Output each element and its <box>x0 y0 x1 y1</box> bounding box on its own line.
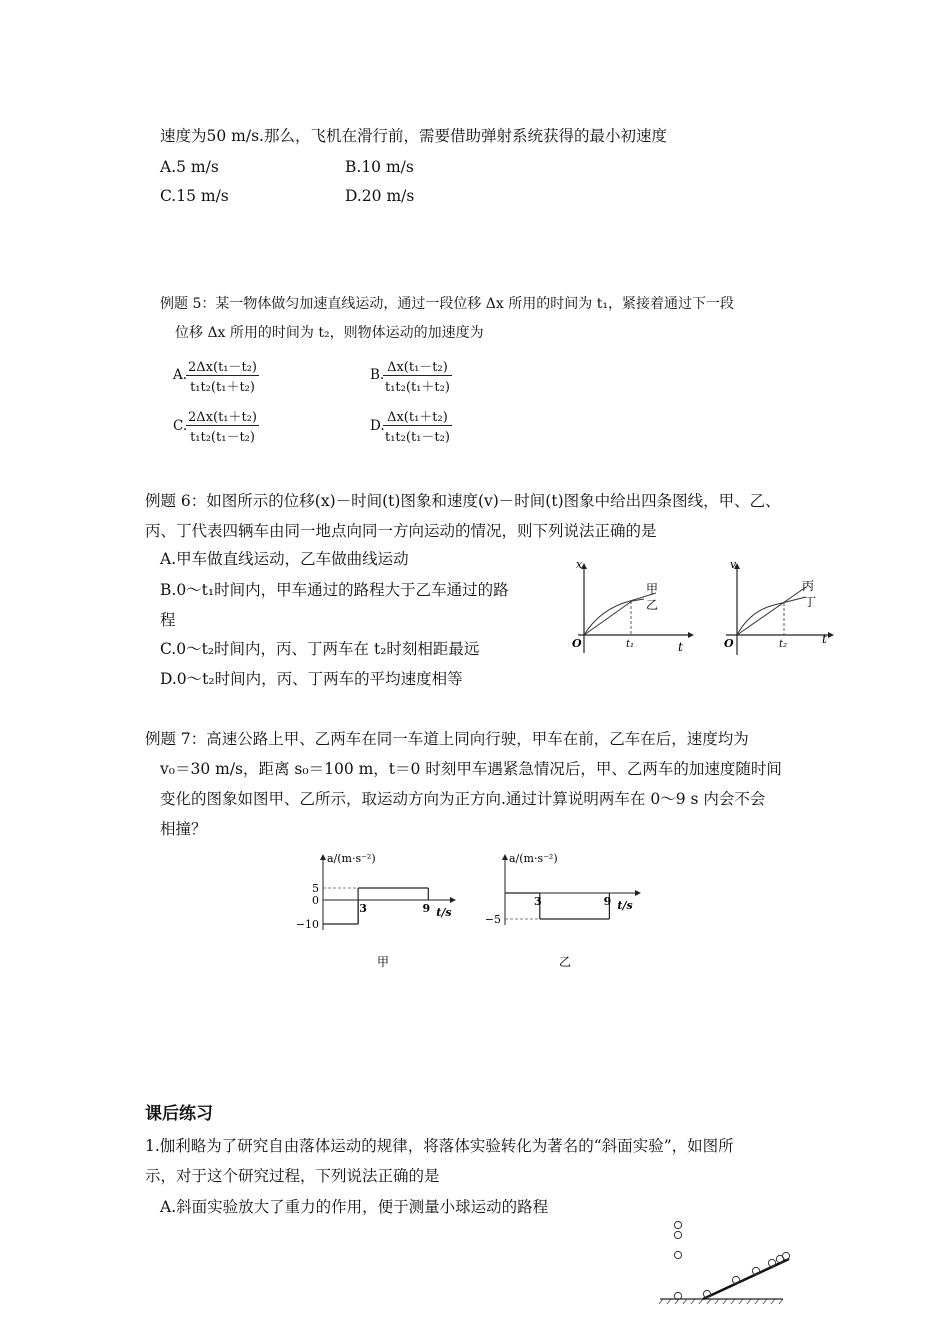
q7-yi-xtick-label: 3 <box>533 895 542 908</box>
q6-option-d: D.0～t₂时间内，丙、丁两车的平均速度相等 <box>160 670 463 688</box>
q6-label-bing: 丙 <box>802 579 815 593</box>
q4-option-c: C.15 m/s <box>160 187 229 205</box>
falling-ball-3 <box>674 1251 681 1258</box>
q5-option-d-numerator: Δx(t₁＋t₂) <box>383 406 452 426</box>
rolling-ball-4 <box>768 1259 775 1266</box>
q7-yi-ytick-label: −5 <box>484 913 501 926</box>
q7-jia-y-arrow <box>320 854 326 860</box>
q6-vt-ylabel: v <box>730 558 737 571</box>
homework-q1-option-a: A.斜面实验放大了重力的作用，便于测量小球运动的路程 <box>160 1198 549 1216</box>
q7-jia-ylabel: a/(m·s⁻²) <box>327 852 376 865</box>
q7-jia-ytick-label: 5 <box>312 882 319 895</box>
q7-jia-xtick-label: 3 <box>359 902 367 915</box>
q5-option-b-denominator: t₁t₂(t₁＋t₂) <box>385 380 450 395</box>
q6-label-yi: 乙 <box>646 598 659 612</box>
q6-stem-line1: 例题 6：如图所示的位移(x)－时间(t)图象和速度(v)－时间(t)图象中给出四条图线，甲、乙、 <box>145 492 781 510</box>
q7-jia-xtick-label: 9 <box>422 902 431 915</box>
q7-jia-x-arrow <box>450 897 456 903</box>
q5-option-b-letter: B. <box>370 367 385 383</box>
q6-option-c: C.0～t₂时间内，丙、丁两车在 t₂时刻相距最远 <box>160 640 480 658</box>
q6-vt-origin: O <box>724 637 734 650</box>
q5-option-c-fraction <box>186 406 259 445</box>
homework-heading: 课后练习 <box>145 1104 213 1124</box>
q6-vt-tick: t₂ <box>779 639 788 650</box>
q7-yi-xtick-label: 9 <box>603 895 612 908</box>
q4-option-d: D.20 m/s <box>345 187 415 205</box>
q6-xt-x-arrow <box>688 632 694 638</box>
q6-xt-xlabel: t <box>678 640 683 654</box>
q4-stem: 速度为50 m/s.那么，飞机在滑行前，需要借助弹射系统获得的最小初速度 <box>160 127 667 145</box>
q6-option-b-line1: B.0～t₁时间内，甲车通过的路程大于乙车通过的路 <box>160 581 509 599</box>
homework-q1-stem-line2: 示，对于这个研究过程，下列说法正确的是 <box>145 1167 440 1185</box>
q7-stem-line1: 例题 7：高速公路上甲、乙两车在同一车道上同向行驶，甲车在前，乙车在后，速度均为 <box>145 730 749 748</box>
q5-option-a-numerator: 2Δx(t₁－t₂) <box>186 356 259 376</box>
q6-option-a: A.甲车做直线运动，乙车做曲线运动 <box>160 550 409 568</box>
q6-label-jia: 甲 <box>646 582 659 596</box>
q6-xt-origin: O <box>572 637 582 650</box>
q5-option-d-fraction <box>383 406 452 445</box>
falling-ball-1 <box>674 1221 681 1228</box>
q7-stem-line2: v₀＝30 m/s，距离 s₀＝100 m，t＝0 时刻甲车遇紧急情况后，甲、乙两车的加速度随时间 <box>160 760 782 778</box>
q7-yi-xlabel: t/s <box>617 899 633 912</box>
q6-vt-xlabel: t <box>822 632 827 646</box>
q7-stem-line4: 相撞？ <box>160 820 207 838</box>
q6-vt-graph <box>712 555 852 660</box>
q7-yi-ylabel: a/(m·s⁻²) <box>509 852 558 865</box>
homework-q1-stem-line1: 1.伽利略为了研究自由落体运动的规律，将落体实验转化为著名的“斜面实验”，如图所 <box>145 1137 734 1155</box>
q5-option-c-denominator: t₁t₂(t₁－t₂) <box>190 430 255 445</box>
q5-option-d-denominator: t₁t₂(t₁－t₂) <box>385 430 450 445</box>
q5-stem-line1: 例题 5：某一物体做匀加速直线运动，通过一段位移 Δx 所用的时间为 t₁，紧接着通过下一段 <box>160 296 734 312</box>
q6-label-ding: 丁 <box>804 595 817 609</box>
q7-chart-jia <box>295 848 475 973</box>
q6-vt-x-arrow <box>828 632 834 638</box>
q7-stem-line3: 变化的图象如图甲、乙所示，取运动方向为正方向.通过计算说明两车在 0～9 s 内会不会 <box>160 790 766 808</box>
q7-chart-yi <box>480 848 660 973</box>
inclined-plane <box>703 1259 789 1299</box>
q5-option-a-denominator: t₁t₂(t₁＋t₂) <box>190 380 255 395</box>
q6-line-bing <box>737 587 806 635</box>
q7-jia-ytick-label: −10 <box>295 918 319 931</box>
rolling-ball-6 <box>782 1252 789 1259</box>
q4-option-a: A.5 m/s <box>160 158 219 176</box>
q5-option-c-numerator: 2Δx(t₁＋t₂) <box>186 406 259 426</box>
q6-xt-ylabel: x <box>576 558 583 571</box>
q6-xt-tick: t₁ <box>626 639 635 650</box>
q5-stem-line2: 位移 Δx 所用的时间为 t₂，则物体运动的加速度为 <box>175 325 484 341</box>
q5-option-a-letter: A. <box>173 367 188 383</box>
q7-yi-title: 乙 <box>558 955 572 969</box>
q6-line-yi <box>584 601 632 635</box>
q6-xt-graph <box>560 555 700 660</box>
q5-option-d-letter: D. <box>370 418 385 434</box>
q5-option-a-fraction <box>186 356 259 395</box>
q6-stem-line2: 丙、丁代表四辆车由同一地点向同一方向运动的情况，则下列说法正确的是 <box>145 522 657 540</box>
q5-option-b-numerator: Δx(t₁－t₂) <box>383 356 452 376</box>
q5-option-c-letter: C. <box>173 418 188 434</box>
falling-ball-2 <box>674 1231 681 1238</box>
q6-option-b-line2: 程 <box>160 611 176 629</box>
q7-jia-ytick-label: 0 <box>312 894 319 907</box>
q7-yi-x-arrow <box>635 890 641 896</box>
q6-curve-ding <box>737 597 806 635</box>
inclined-plane-figure <box>655 1215 795 1310</box>
q7-jia-title: 甲 <box>376 955 390 969</box>
q7-jia-xlabel: t/s <box>436 906 452 919</box>
q7-yi-y-arrow <box>502 854 508 860</box>
q5-option-b-fraction <box>383 356 452 395</box>
q4-option-b: B.10 m/s <box>345 158 414 176</box>
